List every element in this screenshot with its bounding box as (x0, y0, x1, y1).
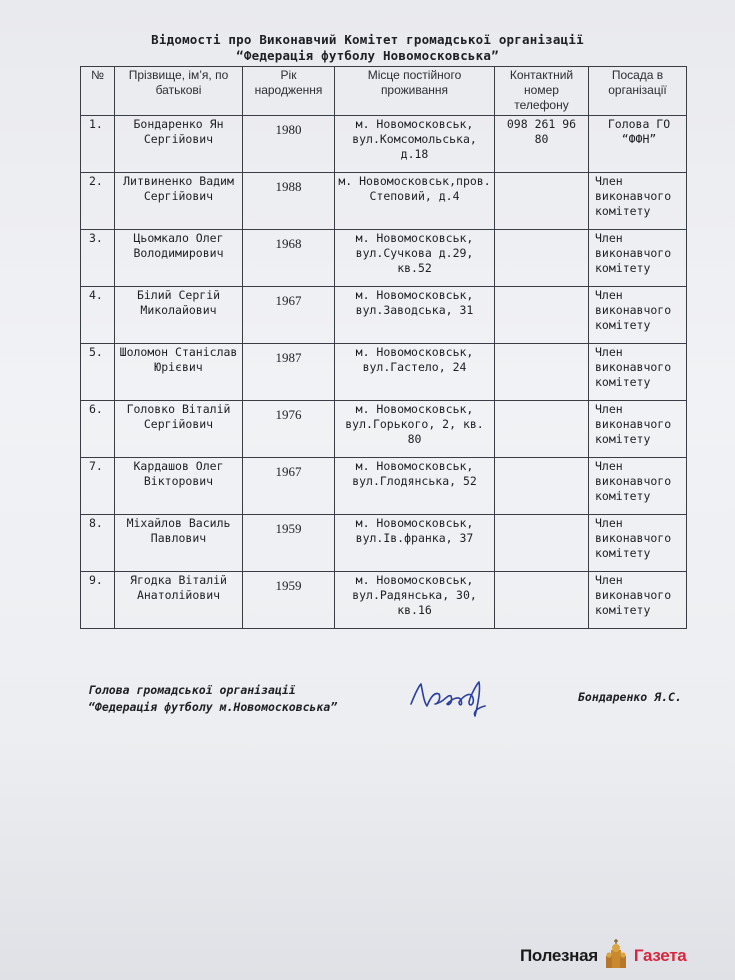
birth-year: 1980 (243, 116, 335, 173)
member-position: Голова ГО “ФФН” (589, 116, 687, 173)
residence-address: м. Новомосковськ,пров. Степовий, д.4 (335, 173, 495, 230)
phone-number (495, 572, 589, 629)
birth-year: 1988 (243, 173, 335, 230)
member-name: Ягодка Віталій Анатолійович (115, 572, 243, 629)
signatory-block (88, 682, 337, 716)
phone-number (495, 401, 589, 458)
member-name: Литвиненко Вадим Сергійович (115, 173, 243, 230)
member-position: Член виконавчого комітету (589, 572, 687, 629)
newspaper-watermark (520, 938, 686, 974)
member-position: Член виконавчого комітету (589, 230, 687, 287)
header-number: № (81, 67, 115, 116)
residence-address: м. Новомосковськ, вул.Радянська, 30, кв.16 (335, 572, 495, 629)
member-position: Член виконавчого комітету (589, 515, 687, 572)
row-number: 6. (81, 401, 115, 458)
birth-year: 1976 (243, 401, 335, 458)
table-row (81, 230, 687, 287)
phone-number (495, 344, 589, 401)
church-logo-icon (602, 938, 630, 975)
watermark-text-part1: Полезная (520, 946, 598, 965)
signatory-name: Бондаренко Я.С. (578, 690, 682, 704)
row-number: 2. (81, 173, 115, 230)
table-row (81, 458, 687, 515)
phone-number (495, 173, 589, 230)
phone-number (495, 230, 589, 287)
residence-address: м. Новомосковськ, вул.Глодянська, 52 (335, 458, 495, 515)
row-number: 9. (81, 572, 115, 629)
member-position: Член виконавчого комітету (589, 287, 687, 344)
organization-name: “Федерація футболу Новомосковська” (236, 48, 499, 63)
birth-year: 1987 (243, 344, 335, 401)
signatory-title: Голова громадської організації (88, 683, 296, 697)
row-number: 4. (81, 287, 115, 344)
birth-year: 1967 (243, 458, 335, 515)
header-position: Посада в організації (589, 67, 687, 116)
header-birth-year: Рік народження (243, 67, 335, 116)
member-name: Білий Сергій Миколайович (115, 287, 243, 344)
phone-number: 098 261 96 80 (495, 116, 589, 173)
member-name: Головко Віталій Сергійович (115, 401, 243, 458)
phone-number (495, 287, 589, 344)
header-full-name: Прізвище, ім’я, по батькові (115, 67, 243, 116)
residence-address: м. Новомосковськ, вул.Сучкова д.29, кв.52 (335, 230, 495, 287)
table-row (81, 173, 687, 230)
watermark-text-part2: Газета (633, 946, 687, 965)
birth-year: 1959 (243, 515, 335, 572)
member-position: Член виконавчого комітету (589, 458, 687, 515)
document-title: Відомості про Виконавчий Комітет громадської організації (151, 32, 584, 47)
row-number: 5. (81, 344, 115, 401)
row-number: 3. (81, 230, 115, 287)
residence-address: м. Новомосковськ, вул.Гастело, 24 (335, 344, 495, 401)
member-name: Бондаренко Ян Сергійович (115, 116, 243, 173)
phone-number (495, 458, 589, 515)
member-position: Член виконавчого комітету (589, 344, 687, 401)
table-header-row (81, 67, 687, 116)
residence-address: м. Новомосковськ, вул.Комсомольська, д.18 (335, 116, 495, 173)
row-number: 1. (81, 116, 115, 173)
table-row (81, 572, 687, 629)
header-phone: Контактний номер телефону (495, 67, 589, 116)
row-number: 8. (81, 515, 115, 572)
header-residence: Місце постійного проживання (335, 67, 495, 116)
table-row (81, 116, 687, 173)
committee-table (80, 66, 687, 629)
member-name: Цьомкало Олег Володимирович (115, 230, 243, 287)
row-number: 7. (81, 458, 115, 515)
member-name: Міхайлов Василь Павлович (115, 515, 243, 572)
handwritten-signature (405, 672, 497, 724)
table-row (81, 344, 687, 401)
birth-year: 1968 (243, 230, 335, 287)
member-position: Член виконавчого комітету (589, 173, 687, 230)
table-row (81, 515, 687, 572)
phone-number (495, 515, 589, 572)
table-row (81, 401, 687, 458)
residence-address: м. Новомосковськ, вул.Ів.франка, 37 (335, 515, 495, 572)
birth-year: 1959 (243, 572, 335, 629)
member-name: Кардашов Олег Вікторович (115, 458, 243, 515)
member-position: Член виконавчого комітету (589, 401, 687, 458)
residence-address: м. Новомосковськ, вул.Горького, 2, кв. 80 (335, 401, 495, 458)
member-name: Шоломон Станіслав Юрієвич (115, 344, 243, 401)
signatory-organization: “Федерація футболу м.Новомосковська” (88, 700, 338, 714)
birth-year: 1967 (243, 287, 335, 344)
table-row (81, 287, 687, 344)
residence-address: м. Новомосковськ, вул.Заводська, 31 (335, 287, 495, 344)
